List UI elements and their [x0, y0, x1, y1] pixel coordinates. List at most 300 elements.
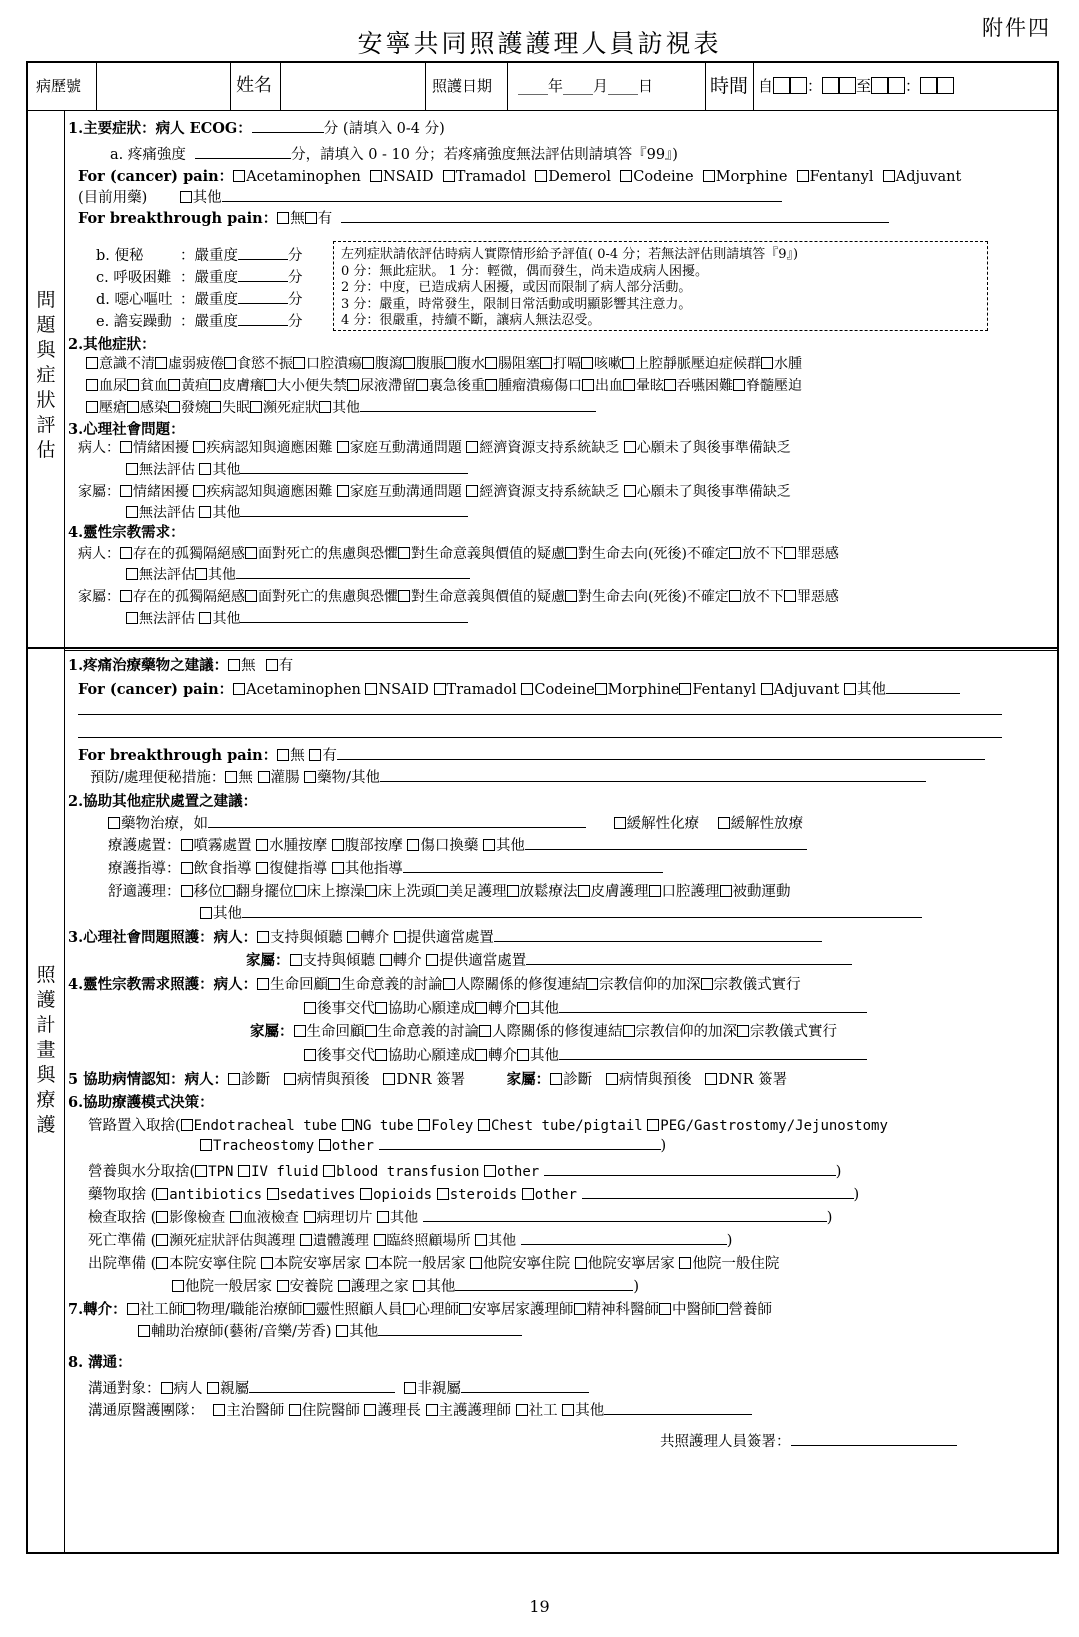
checkbox[interactable]	[729, 547, 741, 559]
checkbox[interactable]	[120, 485, 132, 497]
fill-field[interactable]	[238, 313, 288, 326]
checkbox[interactable]	[370, 170, 382, 182]
fill-field[interactable]	[544, 1163, 836, 1176]
checkbox[interactable]	[479, 1025, 491, 1037]
checkbox[interactable]	[127, 379, 139, 391]
checkbox[interactable]	[209, 401, 221, 413]
checkbox[interactable]	[562, 1404, 574, 1416]
checkbox[interactable]	[581, 357, 593, 369]
checkbox[interactable]	[413, 1280, 425, 1292]
checkbox[interactable]	[574, 1303, 586, 1315]
checkbox[interactable]	[319, 1139, 331, 1151]
checkbox[interactable]	[156, 1234, 168, 1246]
checkbox[interactable]	[365, 683, 377, 695]
checkbox[interactable]	[720, 885, 732, 897]
plan-breakthrough-label: For breakthrough pain：	[78, 747, 278, 764]
checkbox[interactable]	[319, 401, 331, 413]
checkbox[interactable]	[614, 817, 626, 829]
fill-field[interactable]	[378, 1323, 522, 1336]
checkbox[interactable]	[624, 441, 636, 453]
fill-field[interactable]	[604, 1402, 752, 1415]
name-field[interactable]	[284, 61, 422, 111]
other-field[interactable]	[240, 504, 468, 517]
spiritual-title: 4.靈性宗教需求：	[68, 524, 185, 541]
option-label: 存在的孤獨隔絕感	[133, 589, 245, 605]
checkbox[interactable]	[336, 1325, 348, 1337]
current-meds-label: (目前用藥)	[78, 190, 148, 206]
checkbox[interactable]	[245, 547, 257, 559]
checkbox[interactable]	[228, 1073, 240, 1085]
option-label: 協助心願達成	[388, 1001, 475, 1017]
checkbox[interactable]	[256, 839, 268, 851]
checkbox[interactable]	[245, 590, 257, 602]
checkbox[interactable]	[403, 1303, 415, 1315]
fill-field[interactable]	[494, 929, 822, 942]
checkbox[interactable]	[108, 817, 120, 829]
option-label: 宗教儀式實行	[713, 977, 801, 993]
checkbox[interactable]	[233, 170, 245, 182]
checkbox[interactable]	[304, 1002, 316, 1014]
psychosocial-title: 3.心理社會問題：	[68, 421, 185, 438]
checkbox[interactable]	[300, 1234, 312, 1246]
other-field[interactable]	[886, 681, 960, 694]
checkbox[interactable]	[394, 931, 406, 943]
checkbox[interactable]	[347, 931, 359, 943]
side-char: 計	[36, 1014, 56, 1036]
checkbox[interactable]	[228, 659, 240, 671]
checkbox[interactable]	[366, 1257, 378, 1269]
checkbox[interactable]	[181, 839, 193, 851]
time-digit-box[interactable]	[839, 77, 856, 94]
time-digit-box[interactable]	[920, 77, 937, 94]
checkbox[interactable]	[444, 357, 456, 369]
fill-field[interactable]	[380, 769, 926, 782]
ecog-field[interactable]	[252, 120, 324, 133]
checkbox[interactable]	[86, 357, 98, 369]
checkbox[interactable]	[200, 907, 212, 919]
fill-field[interactable]	[582, 1186, 854, 1199]
checkbox[interactable]	[377, 1211, 389, 1223]
checkbox[interactable]	[565, 590, 577, 602]
checkbox[interactable]	[705, 1073, 717, 1085]
checkbox[interactable]	[380, 954, 392, 966]
record-no-field[interactable]	[100, 61, 226, 111]
side-char: 與	[36, 1064, 56, 1086]
checkbox[interactable]	[437, 1188, 449, 1200]
option-label: 血尿	[99, 378, 127, 394]
checkbox[interactable]	[679, 683, 691, 695]
checkbox[interactable]	[485, 379, 497, 391]
fill-field[interactable]	[521, 1232, 727, 1245]
checkbox[interactable]	[261, 1257, 273, 1269]
checkbox[interactable]	[398, 590, 410, 602]
checkbox[interactable]	[86, 379, 98, 391]
unable-label: 無法評估	[139, 567, 195, 583]
option-label: 支持與傾聽	[270, 930, 343, 946]
checkbox[interactable]	[623, 379, 635, 391]
checkbox[interactable]	[284, 1073, 296, 1085]
label-column-sep	[64, 110, 65, 1554]
checkbox[interactable]	[398, 547, 410, 559]
checkbox[interactable]	[230, 1211, 242, 1223]
checkbox[interactable]	[86, 401, 98, 413]
side-char: 問	[36, 289, 56, 311]
checkbox[interactable]	[620, 170, 632, 182]
checkbox[interactable]	[659, 1303, 671, 1315]
checkbox[interactable]	[180, 191, 192, 203]
checkbox[interactable]	[172, 1280, 184, 1292]
psychosocial-patient-row	[78, 437, 791, 457]
checkbox[interactable]	[277, 749, 289, 761]
option-label: Chest tube/pigtail	[490, 1118, 643, 1134]
checkbox[interactable]	[200, 1139, 212, 1151]
checkbox[interactable]	[289, 1404, 301, 1416]
checkbox[interactable]	[443, 170, 455, 182]
checkbox[interactable]	[844, 683, 856, 695]
line-label: 4.靈性宗教需求照護：病人：	[68, 976, 258, 993]
checkbox[interactable]	[257, 931, 269, 943]
checkbox[interactable]	[649, 885, 661, 897]
checkbox[interactable]	[475, 1234, 487, 1246]
checkbox[interactable]	[264, 379, 276, 391]
checkbox[interactable]	[418, 1119, 430, 1131]
checkbox[interactable]	[181, 885, 193, 897]
fill-field[interactable]	[423, 1209, 827, 1222]
checkbox[interactable]	[360, 1188, 372, 1200]
checkbox[interactable]	[323, 1165, 335, 1177]
option-label: IV fluid	[251, 1164, 319, 1180]
checkbox[interactable]	[483, 839, 495, 851]
care-date-label: 照護日期	[432, 77, 493, 95]
fill-field[interactable]	[526, 952, 852, 965]
other-field[interactable]	[240, 610, 468, 623]
option-label: 本院安寧住院	[169, 1256, 257, 1272]
option-label: NG tube	[354, 1118, 414, 1134]
severity-label: ：嚴重度	[180, 248, 238, 264]
time-digit-box[interactable]	[773, 77, 790, 94]
checkbox[interactable]	[303, 1303, 315, 1315]
checkbox[interactable]	[338, 1280, 350, 1292]
checkbox[interactable]	[277, 1280, 289, 1292]
checkbox[interactable]	[517, 1049, 529, 1061]
tube-line-2	[200, 1137, 666, 1154]
option-label: 尿液滯留	[360, 378, 416, 394]
checkbox[interactable]	[120, 590, 132, 602]
option-label: 吞嚥困難	[677, 378, 733, 394]
checkbox[interactable]	[213, 1404, 225, 1416]
option-label: 罪惡感	[796, 546, 839, 562]
checkbox[interactable]	[784, 547, 796, 559]
checkbox[interactable]	[304, 1049, 316, 1061]
checkbox[interactable]	[436, 885, 448, 897]
checkbox[interactable]	[277, 212, 289, 224]
checkbox[interactable]	[426, 1404, 438, 1416]
line-label: 檢查取捨 (	[88, 1210, 157, 1226]
other-field[interactable]	[236, 566, 470, 579]
line-label: 溝通對象：	[88, 1381, 161, 1397]
palliative-radio-label: 緩解性放療	[730, 816, 804, 832]
checkbox[interactable]	[443, 978, 455, 990]
line-label: 預防/處理便秘措施：	[90, 770, 226, 786]
line-label: 7.轉介：	[68, 1301, 127, 1318]
care-decision-title: 6.協助療護模式決策：	[68, 1094, 214, 1111]
other-field[interactable]	[240, 461, 468, 474]
checkbox[interactable]	[256, 862, 268, 874]
checkbox[interactable]	[701, 978, 713, 990]
checkbox[interactable]	[647, 1119, 659, 1131]
checkbox[interactable]	[375, 1049, 387, 1061]
checkbox[interactable]	[304, 771, 316, 783]
checkbox[interactable]	[193, 485, 205, 497]
checkbox[interactable]	[507, 885, 519, 897]
med-option-label: NSAID	[378, 682, 429, 698]
spiritual-care-family-2	[304, 1044, 867, 1065]
other-meds-field[interactable]	[222, 189, 782, 202]
checkbox[interactable]	[797, 170, 809, 182]
checkbox[interactable]	[257, 978, 269, 990]
checkbox[interactable]	[478, 1119, 490, 1131]
checkbox[interactable]	[737, 1025, 749, 1037]
checkbox[interactable]	[575, 1257, 587, 1269]
checkbox[interactable]	[156, 1211, 168, 1223]
checkbox[interactable]	[475, 1049, 487, 1061]
unable-label: 無法評估	[139, 611, 195, 627]
checkbox[interactable]	[582, 379, 594, 391]
checkbox[interactable]	[761, 683, 773, 695]
checkbox[interactable]	[535, 170, 547, 182]
option-label: 大小便失禁	[277, 378, 347, 394]
checkbox[interactable]	[195, 1165, 207, 1177]
fill-field[interactable]	[238, 247, 288, 260]
checkbox[interactable]	[784, 590, 796, 602]
checkbox[interactable]	[622, 357, 634, 369]
pain-intensity-field[interactable]	[195, 146, 291, 159]
time-range[interactable]	[758, 61, 954, 111]
checkbox[interactable]	[623, 1025, 635, 1037]
other-symptoms-row	[86, 397, 596, 417]
signature-field[interactable]	[791, 1433, 957, 1446]
symptom-label: d. 噁心嘔吐	[96, 292, 173, 308]
checkbox[interactable]	[127, 401, 139, 413]
checkbox[interactable]	[156, 1257, 168, 1269]
checkbox[interactable]	[521, 683, 533, 695]
fill-field[interactable]	[525, 837, 807, 850]
checkbox[interactable]	[199, 612, 211, 624]
checkbox[interactable]	[761, 357, 773, 369]
option-label: 感染	[140, 400, 168, 416]
time-digit-box[interactable]	[937, 77, 954, 94]
option-label: 床上擦澡	[306, 884, 365, 900]
checkbox[interactable]	[127, 1303, 139, 1315]
fill-field[interactable]	[455, 1278, 633, 1291]
line-label: 家屬：	[78, 484, 120, 500]
checkbox[interactable]	[484, 1165, 496, 1177]
fill-field[interactable]	[238, 269, 288, 282]
fill-field[interactable]	[238, 291, 288, 304]
fill-field[interactable]	[249, 1380, 395, 1393]
checkbox[interactable]	[267, 1188, 279, 1200]
other-field[interactable]	[242, 905, 922, 918]
checkbox[interactable]	[595, 683, 607, 695]
checkbox[interactable]	[195, 568, 207, 580]
checkbox[interactable]	[126, 463, 138, 475]
checkbox[interactable]	[224, 357, 236, 369]
checkbox[interactable]	[223, 885, 235, 897]
checkbox[interactable]	[383, 1073, 395, 1085]
checkbox[interactable]	[120, 547, 132, 559]
option-label: 水腫	[774, 356, 802, 372]
checkbox[interactable]	[138, 1325, 150, 1337]
care-date-field[interactable]: ____年____月____日	[518, 77, 654, 95]
option-label: 靈性照顧人員	[315, 1302, 403, 1318]
checkbox[interactable]	[126, 506, 138, 518]
checkbox[interactable]	[225, 771, 237, 783]
checkbox[interactable]	[181, 1119, 193, 1131]
checkbox[interactable]	[550, 1073, 562, 1085]
checkbox[interactable]	[290, 954, 302, 966]
checkbox[interactable]	[120, 441, 132, 453]
drug-treatment-field[interactable]	[208, 815, 586, 828]
option-label: 口腔潰瘍	[306, 356, 362, 372]
checkbox[interactable]	[168, 401, 180, 413]
unable-label: 無法評估	[139, 462, 195, 478]
option-label: 宗教信仰的加深	[599, 977, 701, 993]
checkbox[interactable]	[883, 170, 895, 182]
checkbox[interactable]	[233, 683, 245, 695]
checkbox[interactable]	[156, 1188, 168, 1200]
checkbox[interactable]	[294, 885, 306, 897]
option-label: 遺體護理	[312, 1233, 369, 1249]
other-label: 其他	[192, 190, 222, 206]
fill-field[interactable]	[559, 1047, 867, 1060]
option-label: 診斷	[241, 1072, 271, 1088]
checkbox[interactable]	[466, 485, 478, 497]
other-label: 其他	[213, 906, 242, 922]
checkbox[interactable]	[517, 1002, 529, 1014]
time-digit-box[interactable]	[871, 77, 888, 94]
checkbox[interactable]	[426, 954, 438, 966]
checkbox[interactable]	[466, 441, 478, 453]
fill-field[interactable]	[461, 1380, 589, 1393]
checkbox[interactable]	[434, 683, 446, 695]
checkbox[interactable]	[183, 1303, 195, 1315]
checkbox[interactable]	[485, 357, 497, 369]
checkbox[interactable]	[337, 441, 349, 453]
checkbox[interactable]	[337, 485, 349, 497]
checkbox[interactable]	[199, 463, 211, 475]
time-digit-box[interactable]	[822, 77, 839, 94]
option-label: 護理之家	[350, 1279, 409, 1295]
checkbox[interactable]	[155, 357, 167, 369]
checkbox[interactable]	[309, 749, 321, 761]
checkbox[interactable]	[470, 1257, 482, 1269]
checkbox[interactable]	[416, 379, 428, 391]
option-label: 轉介	[488, 1001, 517, 1017]
checkbox[interactable]	[266, 659, 278, 671]
checkbox[interactable]	[258, 771, 270, 783]
checkbox[interactable]	[578, 885, 590, 897]
checkbox[interactable]	[365, 885, 377, 897]
checkbox[interactable]	[404, 1382, 416, 1394]
checkbox[interactable]	[522, 1188, 534, 1200]
yes-label: 有	[322, 748, 337, 764]
checkbox[interactable]	[475, 1002, 487, 1014]
blank-line[interactable]	[78, 714, 1002, 715]
checkbox[interactable]	[161, 1382, 173, 1394]
checkbox[interactable]	[718, 817, 730, 829]
checkbox[interactable]	[126, 612, 138, 624]
fill-field[interactable]	[379, 1137, 661, 1150]
checkbox[interactable]	[716, 1303, 728, 1315]
option-label: DNR 簽署	[718, 1072, 788, 1088]
checkbox[interactable]	[193, 441, 205, 453]
checkbox[interactable]	[403, 357, 415, 369]
psychosocial-family-row	[78, 481, 791, 501]
checkbox[interactable]	[342, 1119, 354, 1131]
checkbox[interactable]	[664, 379, 676, 391]
breakthrough-field[interactable]	[341, 210, 889, 223]
checkbox[interactable]	[126, 568, 138, 580]
checkbox[interactable]	[516, 1404, 528, 1416]
checkbox[interactable]	[703, 170, 715, 182]
time-digit-box[interactable]	[790, 77, 807, 94]
checkbox[interactable]	[209, 379, 221, 391]
option-label: 安養院	[289, 1279, 334, 1295]
checkbox[interactable]	[305, 212, 317, 224]
checkbox[interactable]	[207, 1382, 219, 1394]
checkbox[interactable]	[294, 1025, 306, 1037]
symptom-label: e. 譫妄躁動	[96, 314, 172, 330]
checkbox[interactable]	[733, 379, 745, 391]
checkbox[interactable]	[199, 506, 211, 518]
breakthrough-field[interactable]	[337, 747, 985, 760]
checkbox[interactable]	[181, 862, 193, 874]
option-label: 其他	[530, 1048, 559, 1064]
checkbox[interactable]	[362, 357, 374, 369]
fill-field[interactable]	[403, 860, 663, 873]
checkbox[interactable]	[364, 1404, 376, 1416]
checkbox[interactable]	[347, 379, 359, 391]
checkbox[interactable]	[540, 357, 552, 369]
checkbox[interactable]	[565, 547, 577, 559]
checkbox[interactable]	[586, 978, 598, 990]
checkbox[interactable]	[375, 1002, 387, 1014]
checkbox[interactable]	[238, 1165, 250, 1177]
drug-treatment-line	[108, 812, 803, 833]
checkbox[interactable]	[304, 1211, 316, 1223]
checkbox[interactable]	[374, 1234, 386, 1246]
fill-field[interactable]	[559, 1000, 867, 1013]
checkbox[interactable]	[407, 839, 419, 851]
checkbox[interactable]	[606, 1073, 618, 1085]
checkbox[interactable]	[328, 978, 340, 990]
blank-line[interactable]	[78, 737, 1002, 738]
checkbox[interactable]	[729, 590, 741, 602]
checkbox[interactable]	[293, 357, 305, 369]
line-label: 舒適護理：	[108, 884, 181, 900]
checkbox[interactable]	[679, 1257, 691, 1269]
checkbox[interactable]	[168, 379, 180, 391]
fill-field[interactable]	[360, 399, 596, 412]
checkbox[interactable]	[332, 839, 344, 851]
checkbox[interactable]	[459, 1303, 471, 1315]
discharge-line	[88, 1252, 779, 1273]
checkbox[interactable]	[332, 862, 344, 874]
checkbox[interactable]	[624, 485, 636, 497]
checkbox[interactable]	[250, 401, 262, 413]
time-digit-box[interactable]	[888, 77, 905, 94]
checkbox[interactable]	[365, 1025, 377, 1037]
